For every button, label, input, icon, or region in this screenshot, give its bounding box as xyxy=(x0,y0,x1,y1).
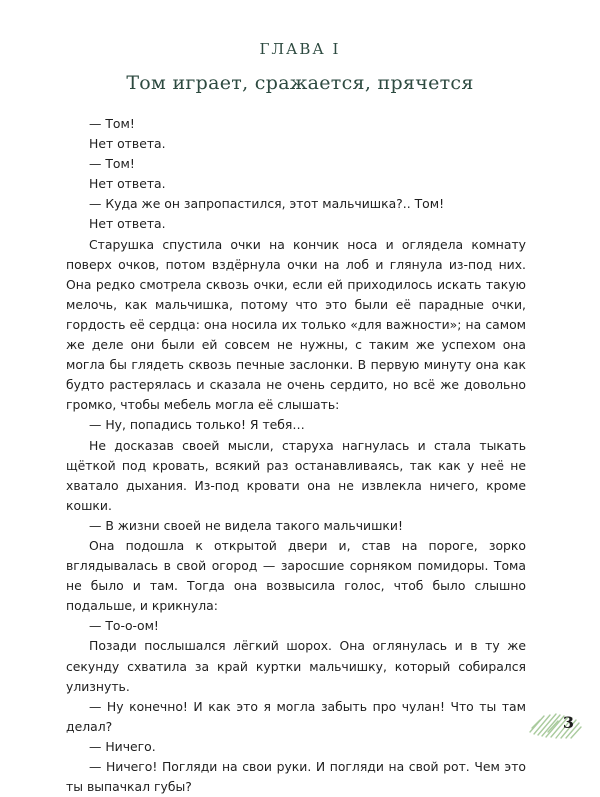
paragraph: — Ничего. xyxy=(89,738,156,754)
paragraph: — Том! xyxy=(89,156,135,172)
paragraph: — Том! xyxy=(89,116,135,131)
paragraph: Нет ответа. xyxy=(89,216,166,232)
paragraph: — Ничего! Погляди на свои руки. И погляди на свой рот. Чем это ты выпачкал губы? xyxy=(66,759,526,795)
chapter-label: ГЛАВА I xyxy=(259,40,341,58)
paragraph: Нет ответа. xyxy=(89,176,166,192)
paragraph: Она подошла к открытой двери и, став на пороге, зорко вглядывалась в свой огород — заросшие сорняком помидоры. Тома не было и там. Тогда она возвысила голос, чтоб было слышно подальше, и крикнула: xyxy=(66,537,526,614)
paragraph: — Ну, попадись только! Я тебя… xyxy=(89,417,305,433)
chapter-title: Том играет, сражается, прячется xyxy=(126,72,474,94)
paragraph: — То-о-ом! xyxy=(89,618,159,634)
body-text xyxy=(66,114,526,797)
paragraph: Позади послышался лёгкий шорох. Она оглянулась и в ту же секунду схватила за край куртки мальчишку, который собирался улизнуть. xyxy=(66,638,526,694)
paragraph: Старушка спустила очки на кончик носа и оглядела комнату поверх очков, потом вздёрнула очки на лоб и глянула из-под них. Она редко смотрела сквозь очки, если ей приходилось искать такую мелочь, как мальчишка, потому что это были её парадные очки, гордость её сердца: она носила их только «для важности»; на самом же деле они были ей совсем не нужны, с таким же успехом она могла бы глядеть сквозь печные заслонки. В первую минуту она как будто растерялась и сказала не очень сердито, но всё же довольно громко, чтобы мебель могла её слышать: xyxy=(66,236,526,413)
paragraph: — В жизни своей не видела такого мальчишки! xyxy=(89,517,403,533)
page-number-block xyxy=(524,702,586,742)
brush-stroke-decoration xyxy=(524,702,586,742)
paragraph: Не досказав своей мысли, старуха нагнулась и стала тыкать щёткой под кровать, всякий раз останавливаясь, так как у неё не хватало дыхания. Из-под кровати она не извлекла ничего, кроме кошки. xyxy=(66,437,526,513)
paragraph: — Ну конечно! И как это я могла забыть про чулан! Что ты там делал? xyxy=(66,698,526,734)
paragraph: — Куда же он запропастился, этот мальчишка?.. Том! xyxy=(89,196,445,212)
page-number: 3 xyxy=(562,713,574,732)
paragraph: Нет ответа. xyxy=(89,136,166,152)
